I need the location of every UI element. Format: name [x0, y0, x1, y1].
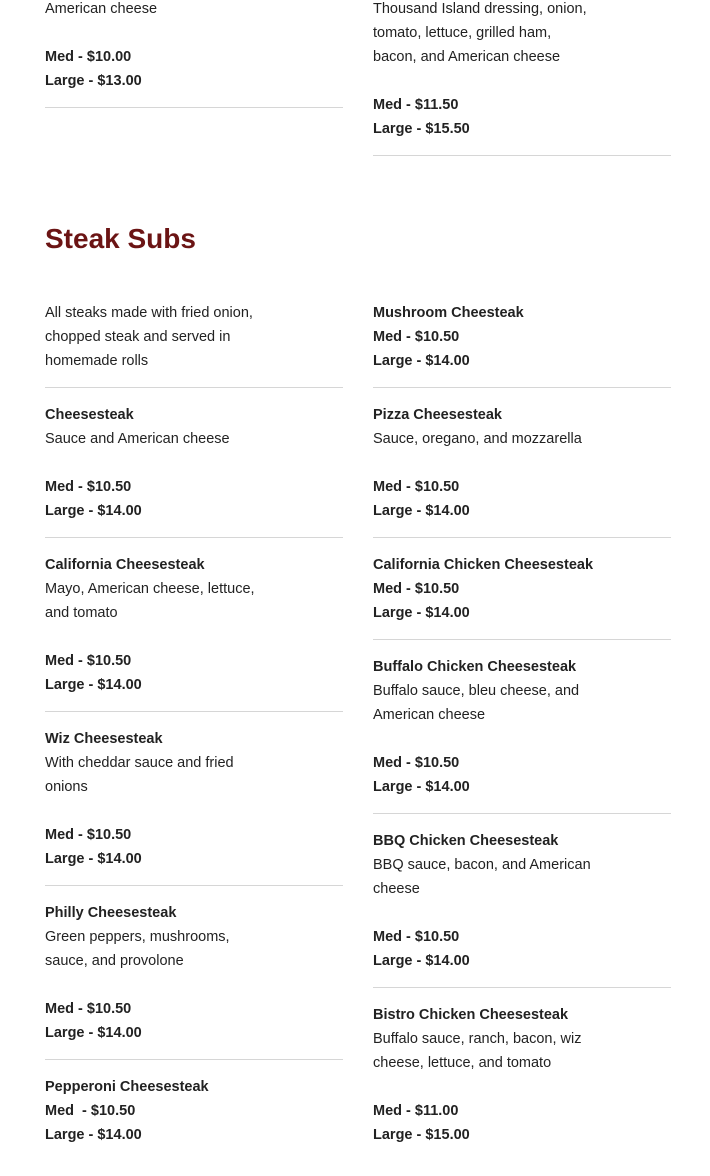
price-medium: Med - $10.50 — [45, 1103, 136, 1119]
menu-item — [45, 727, 343, 886]
item-name: Mushroom Cheesteak — [373, 305, 524, 321]
description-line: bacon, and American cheese — [373, 49, 561, 65]
price-medium: Med - $10.50 — [373, 479, 460, 495]
price-large: Large - $15.00 — [373, 1127, 470, 1143]
item-description: Sauce, oregano, and mozzarella — [373, 431, 582, 447]
menu-item — [373, 301, 671, 388]
menu-item — [45, 403, 343, 538]
item-description: Sauce and American cheese — [45, 431, 230, 447]
item-name: Pepperoni Cheesesteak — [45, 1079, 209, 1095]
item-description: BBQ sauce, bacon, and American cheese — [373, 857, 591, 897]
price-large: Large - $14.00 — [373, 779, 470, 795]
price-medium: Med - $10.50 — [45, 479, 132, 495]
menu-item — [45, 901, 343, 1060]
item-description: American cheese — [45, 1, 158, 17]
item-name: Wiz Cheesesteak — [45, 731, 163, 747]
menu-item — [373, 1003, 671, 1161]
item-description: With cheddar sauce and fried onions — [45, 755, 234, 795]
section-intro — [45, 301, 343, 388]
item-description: Buffalo sauce, ranch, bacon, wiz cheese, lettuce, and tomato — [373, 1031, 582, 1071]
price-large: Large - $14.00 — [45, 851, 142, 867]
price-large: Large - $14.00 — [373, 503, 470, 519]
price-large: Large - $14.00 — [45, 1127, 142, 1143]
price-medium: Med - $10.50 — [373, 581, 460, 597]
price-medium: Med - $11.00 — [373, 1103, 459, 1119]
item-description: Mayo, American cheese, lettuce, and tomato — [45, 581, 255, 621]
price-large: Large - $14.00 — [373, 605, 470, 621]
prev-item-left — [45, 0, 343, 123]
steak-subs-right-column — [373, 301, 671, 1176]
item-description — [373, 0, 613, 69]
price-medium: Med - $10.50 — [373, 329, 460, 345]
steak-subs-left-column — [45, 301, 343, 1176]
item-name: California Cheesesteak — [45, 557, 205, 573]
price-large: Large - $14.00 — [373, 953, 470, 969]
description-line: Thousand Island dressing, onion, — [373, 1, 587, 17]
prev-item-right — [373, 0, 671, 171]
description-line: tomato, lettuce, grilled ham, — [373, 25, 552, 41]
price-medium: Med - $11.50 — [373, 97, 459, 113]
menu-item — [373, 829, 671, 988]
item-name: Pizza Cheesesteak — [373, 407, 502, 423]
price-large: Large - $14.00 — [45, 503, 142, 519]
menu-item — [45, 1075, 343, 1161]
menu-item — [373, 0, 671, 156]
item-description: Green peppers, mushrooms, sauce, and provolone — [45, 929, 230, 969]
price-large: Large - $15.50 — [373, 121, 470, 137]
item-name: California Chicken Cheesesteak — [373, 557, 594, 573]
menu-item — [45, 553, 343, 712]
price-medium: Med - $10.50 — [373, 755, 460, 771]
menu-item — [373, 553, 671, 640]
item-name: BBQ Chicken Cheesesteak — [373, 833, 559, 849]
item-description: Buffalo sauce, bleu cheese, and American cheese — [373, 683, 580, 723]
item-name: Philly Cheesesteak — [45, 905, 177, 921]
price-large: Large - $14.00 — [373, 353, 470, 369]
price-large: Large - $14.00 — [45, 1025, 142, 1041]
price-medium: Med - $10.50 — [45, 827, 132, 843]
item-name: Cheesesteak — [45, 407, 134, 423]
price-medium: Med - $10.50 — [373, 929, 460, 945]
price-medium: Med - $10.00 — [45, 49, 132, 65]
menu-item — [373, 655, 671, 814]
price-medium: Med - $10.50 — [45, 653, 132, 669]
item-name: Buffalo Chicken Cheesesteak — [373, 659, 577, 675]
price-large: Large - $13.00 — [45, 73, 142, 89]
section-intro-text: All steaks made with fried onion, chopped steak and served in homemade rolls — [45, 305, 253, 369]
price-medium: Med - $10.50 — [45, 1001, 132, 1017]
menu-item — [45, 0, 343, 108]
price-large: Large - $14.00 — [45, 677, 142, 693]
item-name: Bistro Chicken Cheesesteak — [373, 1007, 569, 1023]
section-title: Steak Subs — [45, 223, 196, 254]
menu-item — [373, 403, 671, 538]
